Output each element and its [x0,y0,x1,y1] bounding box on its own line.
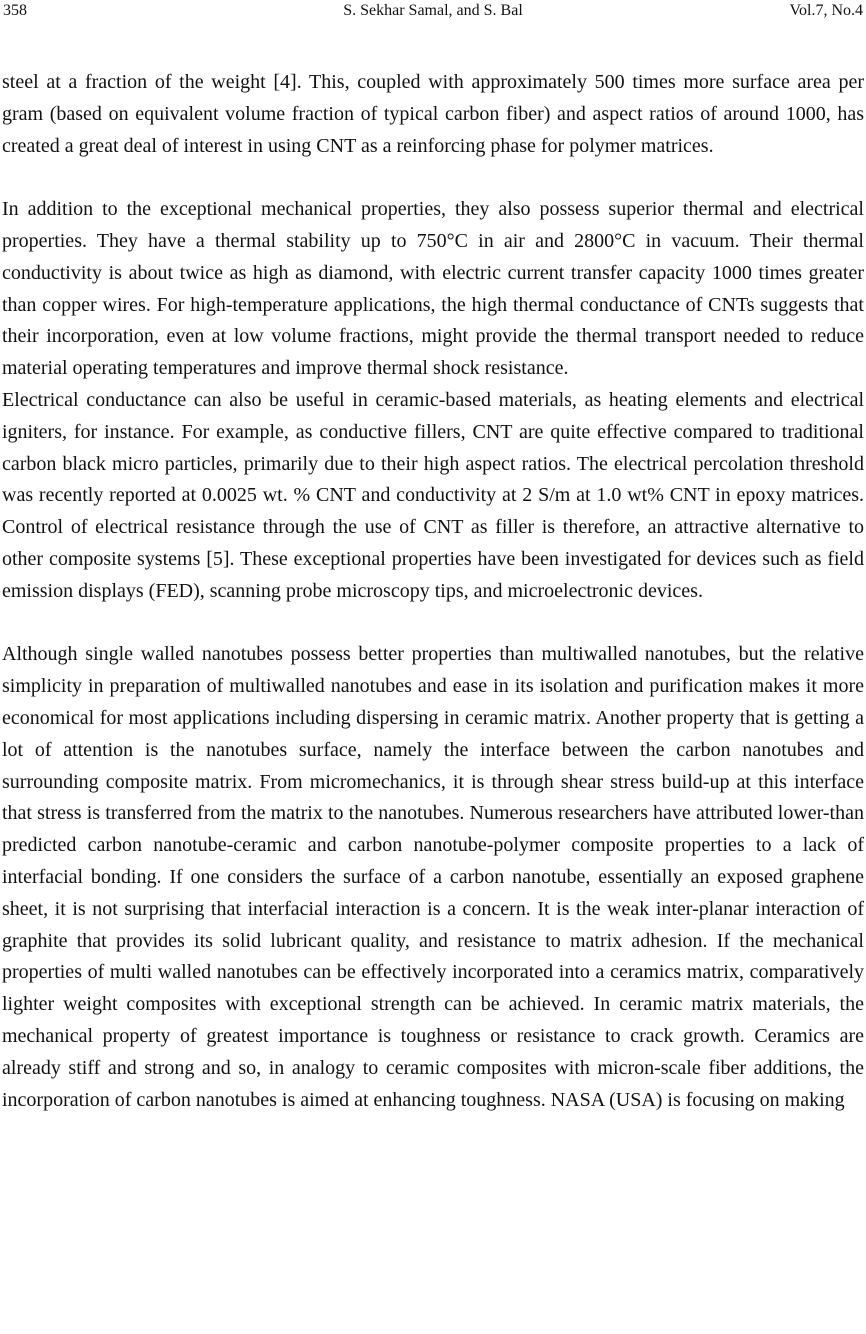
journal-volume: Vol.7, No.4 [789,2,863,19]
paragraph: steel at a fraction of the weight [4]. This, coupled with approximately 500 times more surface area per gram (based on equivalent volume fraction of typical carbon fiber) and aspect ratios of around 1000, has created a great deal of interest in using CNT as a reinforcing phase for polymer matrices. [2,71,864,157]
body-text [2,67,864,1116]
running-header-authors: S. Sekhar Samal, and S. Bal [343,2,523,19]
paragraph: In addition to the exceptional mechanical properties, they also possess superior thermal and electrical properties. They have a thermal stability up to 750°C in air and 2800°C in vacuum. Their thermal conductivity is about twice as high as diamond, with electric current transfer capacity 1000 times greater than copper wires. For high-temperature applications, the high thermal conductance of CNTs suggests that their incorporation, even at low volume fractions, might provide the thermal transport needed to reduce material operating temperatures and improve thermal shock resistance. [2,198,864,380]
paragraph: Electrical conductance can also be useful in ceramic-based materials, as heating elements and electrical igniters, for instance. For example, as conductive fillers, CNT are quite effective compared to traditional carbon black micro particles, primarily due to their high aspect ratios. The electrical percolation threshold was recently reported at 0.0025 wt. % CNT and conductivity at 2 S/m at 1.0 wt% CNT in epoxy matrices. Control of electrical resistance through the use of CNT as filler is therefore, an attractive alternative to other composite systems [5]. These exceptional properties have been investigated for devices such as field emission displays (FED), scanning probe microscopy tips, and microelectronic devices. [2,388,864,602]
paragraph: Although single walled nanotubes possess better properties than multiwalled nanotubes, but the relative simplicity in preparation of multiwalled nanotubes and ease in its isolation and purification makes it more economical for most applications including dispersing in ceramic matrix. Another property that is getting a lot of attention is the nanotubes surface, namely the interface between the carbon nanotubes and surrounding composite matrix. From micromechanics, it is through shear stress build-up at this interface that stress is transferred from the matrix to the nanotubes. Numerous researchers have attributed lower-than predicted carbon nanotube-ceramic and carbon nanotube-polymer composite properties to a lack of interfacial bonding. If one considers the surface of a carbon nanotube, essentially an exposed graphene sheet, it is not surprising that interfacial interaction is a concern. It is the weak inter-planar interaction of graphite that provides its solid lubricant quality, and resistance to matrix adhesion. If the mechanical properties of multi walled nanotubes can be effectively incorporated into a ceramics matrix, comparatively lighter weight composites with exceptional strength can be achieved. In ceramic matrix materials, the mechanical property of greatest importance is toughness or resistance to crack growth. Ceramics are already stiff and strong and so, in analogy to ceramic composites with micron-scale fiber additions, the incorporation of carbon nanotubes is aimed at enhancing toughness. NASA (USA) is focusing on making [2,643,864,1111]
page-number: 358 [3,2,27,19]
running-header [3,0,863,24]
